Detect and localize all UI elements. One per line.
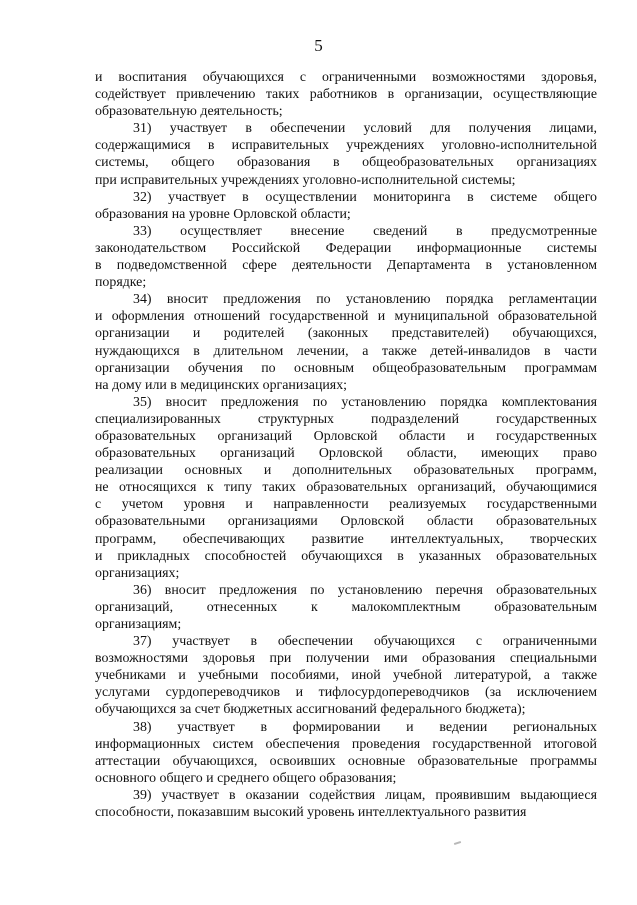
text-line: на дому или в медицинских организациях; [95,377,348,393]
text-line: организациям; [95,617,182,632]
paragraph [95,291,597,394]
text-line: 37) участвует в обеспечении обучающихся с ограниченными [133,634,597,650]
text-line: содействует привлечению таких работников в организации, осуществляющие [95,87,597,103]
paragraph [95,394,597,582]
text-line: услугами сурдопереводчиков и тифлосурдопереводчиков (за исключением [95,685,597,701]
text-line: 32) участвует в осуществлении мониторинга в системе общего [133,189,597,205]
text-line: организациях; [95,565,180,581]
paragraph [95,719,597,787]
text-line: основного общего и среднего общего образования; [95,770,397,786]
text-line: 35) вносит предложения по установлению порядка комплектования [133,394,597,410]
paragraph [95,223,597,291]
text-line: образовательными организациями Орловской области образовательных [95,514,597,530]
text-line: 39) участвует в оказании содействия лицам, проявившим выдающиеся [133,787,597,803]
text-line: содержащимися в исправительных учреждениях уголовно-исполнительной [95,138,597,154]
text-line: законодательством Российской Федерации информационные системы [95,240,597,256]
text-line: учебниками и учебными пособиями, иной учебной литературой, а также [95,668,597,684]
text-line: информационных систем обеспечения проведения государственной итоговой [95,736,597,752]
text-line: в подведомственной сфере деятельности Департамента в установленном [95,258,597,274]
text-line: 33) осуществляет внесение сведений в предусмотренные [133,223,597,239]
text-line: программ, обеспечивающих развитие интеллектуальных, творческих [95,531,597,547]
text-line: реализации основных и дополнительных образовательных программ, [95,463,597,479]
paragraph [95,189,597,223]
text-line: и прикладных способностей обучающихся в указанных образовательных [95,548,597,564]
text-line: при исправительных учреждениях уголовно-исполнительной системы; [95,172,516,188]
text-line: 31) участвует в обеспечении условий для получения лицами, [133,121,597,137]
paragraph [95,582,597,633]
text-line: порядке; [95,275,147,291]
scan-mark [454,841,461,845]
text-line: и воспитания обучающихся с ограниченными возможностями здоровья, [95,70,597,85]
text-line: аттестации обучающихся, освоивших основные образовательные программы [95,753,597,769]
text-line: с учетом уровня и направленности реализуемых государственными [95,497,597,513]
text-line: организации обучения по основным общеобразовательным программам [95,360,597,376]
text-line: возможностями здоровья при получении ими образования специальными [95,651,597,667]
text-line: нуждающихся в длительном лечении, а также детей-инвалидов в части [95,343,597,359]
text-line: специализированных структурных подразделений государственных [95,411,597,427]
paragraph [95,69,597,120]
text-line: обучающихся за счет бюджетных ассигнований федерального бюджета); [95,702,526,718]
text-line: 36) вносит предложения по установлению перечня образовательных [133,582,597,598]
paragraph [95,787,597,821]
text-line: и оформления отношений государственной и муниципальной образовательной [95,309,597,325]
text-line: организаций, отнесенных к малокомплектным образовательным [95,599,597,615]
text-line: системы, общего образования в общеобразовательных организациях [95,155,597,171]
document-body [95,69,597,821]
text-line: не относящихся к типу таких образовательных организаций, обучающимися [95,480,597,496]
paragraph [95,633,597,718]
text-line: организации и родителей (законных представителей) обучающихся, [95,326,597,342]
text-line: 34) вносит предложения по установлению порядка регламентации [133,292,597,308]
text-line: образовательных организаций Орловской области и государственных [95,428,597,444]
paragraph [95,120,597,188]
page-number: 5 [314,36,323,55]
text-line: образовательную деятельность; [95,104,283,120]
text-line: образования на уровне Орловской области; [95,206,351,222]
text-line: способности, показавшим высокий уровень интеллектуального развития [95,805,527,821]
text-line: образовательных организаций Орловской области, имеющих право [95,446,597,462]
text-line: 38) участвует в формировании и ведении региональных [133,719,597,735]
